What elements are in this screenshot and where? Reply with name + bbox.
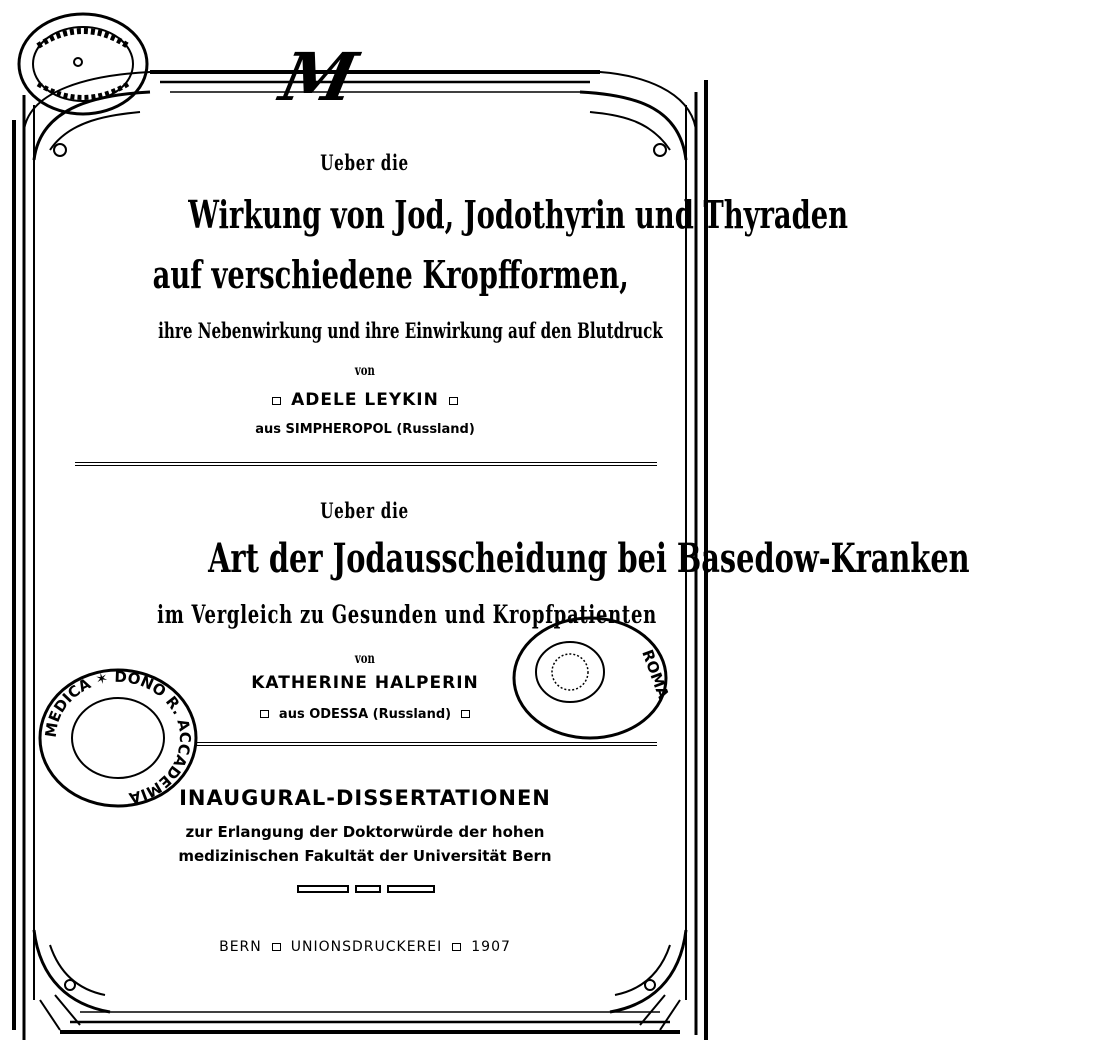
work2-intro: Ueber die <box>320 498 410 523</box>
imprint-year: 1907 <box>471 939 511 955</box>
work1-title-line2: auf verschiedene Kropfformen, <box>152 252 629 297</box>
handwritten-shelf-mark: M <box>273 38 364 116</box>
work1-intro: Ueber die <box>320 150 410 175</box>
square-ornament-icon <box>452 943 461 951</box>
imprint-printer: UNIONSDRUCKEREI <box>290 939 443 955</box>
work1-origin: aus SIMPHEROPOL (Russland) <box>255 422 475 437</box>
work2-author: KATHERINE HALPERIN <box>251 673 479 693</box>
work1-subtitle: ihre Nebenwirkung und ihre Einwirkung auf den Blutdruck <box>158 318 663 343</box>
dissertation-heading: INAUGURAL-DISSERTATIONEN <box>179 786 551 810</box>
library-stamp-top <box>8 6 153 126</box>
square-ornament-icon <box>449 397 458 405</box>
dissertation-line1: zur Erlangung der Doktorwürde der hohen <box>185 823 545 841</box>
square-ornament-icon <box>272 397 281 405</box>
roma-stamp-text: ROMA <box>638 647 673 702</box>
roma-stamp <box>500 612 675 747</box>
imprint-city: BERN <box>219 939 262 955</box>
work2-subtitle: im Vergleich zu Gesunden und Kropfpatienten <box>157 600 657 629</box>
divider-rule-1 <box>75 462 657 466</box>
work1-by: von <box>355 363 375 379</box>
accademia-medica-stamp <box>34 660 204 810</box>
work1-author-line <box>60 390 670 410</box>
square-ornament-icon <box>461 710 470 718</box>
work2-title: Art der Jodausscheidung bei Basedow-Kranken <box>208 535 970 582</box>
work2-origin: aus ODESSA (Russland) <box>278 707 452 722</box>
work1-title-line1: Wirkung von Jod, Jodothyrin und Thyraden <box>188 192 849 237</box>
square-ornament-icon <box>272 943 281 951</box>
work1-author: ADELE LEYKIN <box>291 390 439 410</box>
dissertation-line2: medizinischen Fakultät der Universität Bern <box>178 847 552 865</box>
square-ornament-icon <box>260 710 269 718</box>
accademia-stamp-text: MEDICA ✶ DONO R. ACCADEMIA <box>41 667 195 808</box>
bar-ornament-icon <box>296 884 436 896</box>
work2-by: von <box>355 651 375 667</box>
imprint-line <box>60 936 670 955</box>
